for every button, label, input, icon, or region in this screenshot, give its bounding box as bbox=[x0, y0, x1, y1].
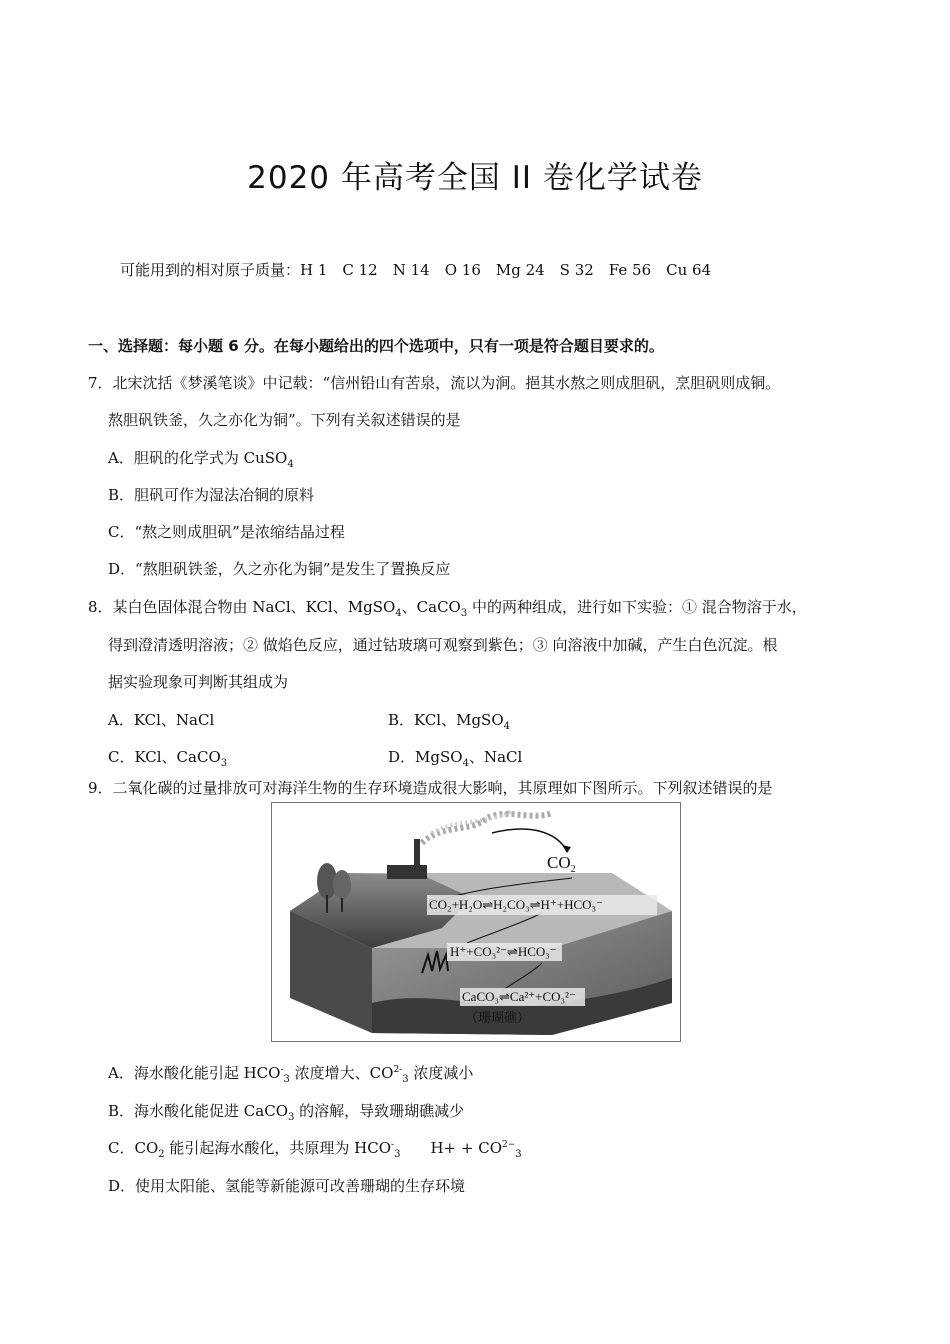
q9-option-c bbox=[108, 1137, 522, 1158]
q9-line1: 9．二氧化碳的过量排放可对海洋生物的生存环境造成很大影响，其原理如下图所示。下列叙述错误的是 bbox=[88, 779, 773, 797]
q9-option-c-c: H+ + CO bbox=[430, 1139, 502, 1157]
subscript: 4 bbox=[287, 459, 294, 470]
subscript: 3 bbox=[402, 1074, 409, 1085]
subscript: 4 bbox=[462, 758, 469, 769]
q9-option-d: D．使用太阳能、氢能等新能源可改善珊瑚的生存环境 bbox=[108, 1177, 466, 1195]
subscript: 3 bbox=[283, 1074, 290, 1085]
q7-option-c: C．“熬之则成胆矾”是浓缩结晶过程 bbox=[108, 523, 345, 541]
factory bbox=[387, 865, 427, 879]
subscript: 2 bbox=[570, 864, 576, 875]
q9-option-a-c: 浓度减小 bbox=[408, 1064, 474, 1082]
q8-option-b bbox=[388, 709, 510, 730]
q8-option-d-b: 、NaCl bbox=[468, 748, 523, 766]
q8-option-b-text: B．KCl、MgSO bbox=[388, 711, 504, 729]
superscript: - bbox=[391, 1140, 395, 1150]
q8-line2: 得到澄清透明溶液；② 做焰色反应，通过钴玻璃可观察到紫色；③ 向溶液中加碱，产生白色沉淀。根 bbox=[108, 636, 778, 654]
chimney bbox=[414, 839, 420, 867]
q8-line1 bbox=[88, 596, 807, 617]
q8-option-d-a: D．MgSO bbox=[388, 748, 463, 766]
q8-line1-b: 、CaCO bbox=[401, 598, 461, 616]
equation-3: CaCO₃⇌Ca²⁺+CO₃²⁻ bbox=[462, 989, 576, 1004]
q9-option-a-b: 浓度增大、CO bbox=[289, 1064, 394, 1082]
arrowhead bbox=[562, 845, 571, 853]
q8-line1-a: 8．某白色固体混合物由 NaCl、KCl、MgSO bbox=[88, 598, 396, 616]
q9-option-b-b: 的溶解，导致珊瑚礁减少 bbox=[294, 1102, 465, 1120]
subscript: 3 bbox=[220, 758, 228, 769]
equation-2: H⁺+CO₃²⁻⇌HCO₃⁻ bbox=[450, 944, 557, 959]
atomic-masses: 可能用到的相对原子质量：H 1 C 12 N 14 O 16 Mg 24 S 32 Fe 56 Cu 64 bbox=[120, 261, 712, 279]
q7-option-d: D．“熬胆矾铁釜，久之亦化为铜”是发生了置换反应 bbox=[108, 560, 451, 578]
tree-trunk bbox=[326, 895, 328, 913]
co2-label bbox=[547, 853, 576, 873]
ocean-diagram bbox=[272, 803, 680, 1041]
q9-option-a-a: A．海水酸化能引起 HCO bbox=[108, 1064, 281, 1082]
equation-1: CO₂+H₂O⇌H₂CO₃⇌H⁺+HCO₃⁻ bbox=[429, 897, 603, 912]
subscript: 4 bbox=[395, 608, 402, 619]
q7-option-a bbox=[108, 447, 294, 468]
q9-option-b bbox=[108, 1100, 464, 1121]
subscript: 3 bbox=[394, 1149, 401, 1160]
q8-option-d bbox=[388, 746, 522, 767]
superscript: 2- bbox=[393, 1065, 403, 1075]
subscript: 2 bbox=[158, 1149, 165, 1160]
ocean-co2-figure bbox=[271, 802, 681, 1042]
page-title: 2020 年高考全国 II 卷化学试卷 bbox=[247, 160, 703, 196]
q9-option-c-a: C．CO bbox=[108, 1139, 159, 1157]
q9-option-a bbox=[108, 1062, 473, 1083]
q8-option-c-text: C．KCl、CaCO bbox=[108, 748, 221, 766]
q8-option-a: A．KCl、NaCl bbox=[108, 711, 215, 729]
section-heading: 一、选择题：每小题 6 分。在每小题给出的四个选项中，只有一项是符合题目要求的。 bbox=[88, 337, 664, 355]
subscript: 3 bbox=[288, 1112, 295, 1123]
coral-label: （珊瑚礁） bbox=[465, 1010, 531, 1025]
q9-option-b-a: B．海水酸化能促进 CaCO bbox=[108, 1102, 288, 1120]
q7-line2: 熬胆矾铁釜，久之亦化为铜”。下列有关叙述错误的是 bbox=[108, 411, 461, 429]
superscript: 2− bbox=[502, 1140, 516, 1150]
subscript: 3 bbox=[460, 608, 468, 619]
superscript: - bbox=[280, 1065, 284, 1075]
q8-line1-c: 中的两种组成，进行如下实验：① 混合物溶于水， bbox=[467, 598, 807, 616]
subscript: 4 bbox=[503, 721, 511, 732]
subscript: 3 bbox=[515, 1149, 522, 1160]
arrow bbox=[492, 829, 567, 851]
q7-option-a-text: A．胆矾的化学式为 CuSO bbox=[108, 449, 288, 467]
q7-line1: 7．北宋沈括《梦溪笔谈》中记载：“信州铅山有苦泉，流以为涧。挹其水熬之则成胆矾，烹胆矾则成铜。 bbox=[88, 374, 781, 392]
q9-option-c-b: 能引起海水酸化，共原理为 HCO bbox=[164, 1139, 392, 1157]
tree-trunk bbox=[341, 898, 343, 912]
co2-text: CO bbox=[547, 853, 571, 872]
q8-option-c bbox=[108, 746, 227, 767]
q7-option-b: B．胆矾可作为湿法冶铜的原料 bbox=[108, 486, 315, 504]
tree bbox=[333, 870, 351, 900]
q8-line3: 据实验现象可判断其组成为 bbox=[108, 673, 289, 691]
